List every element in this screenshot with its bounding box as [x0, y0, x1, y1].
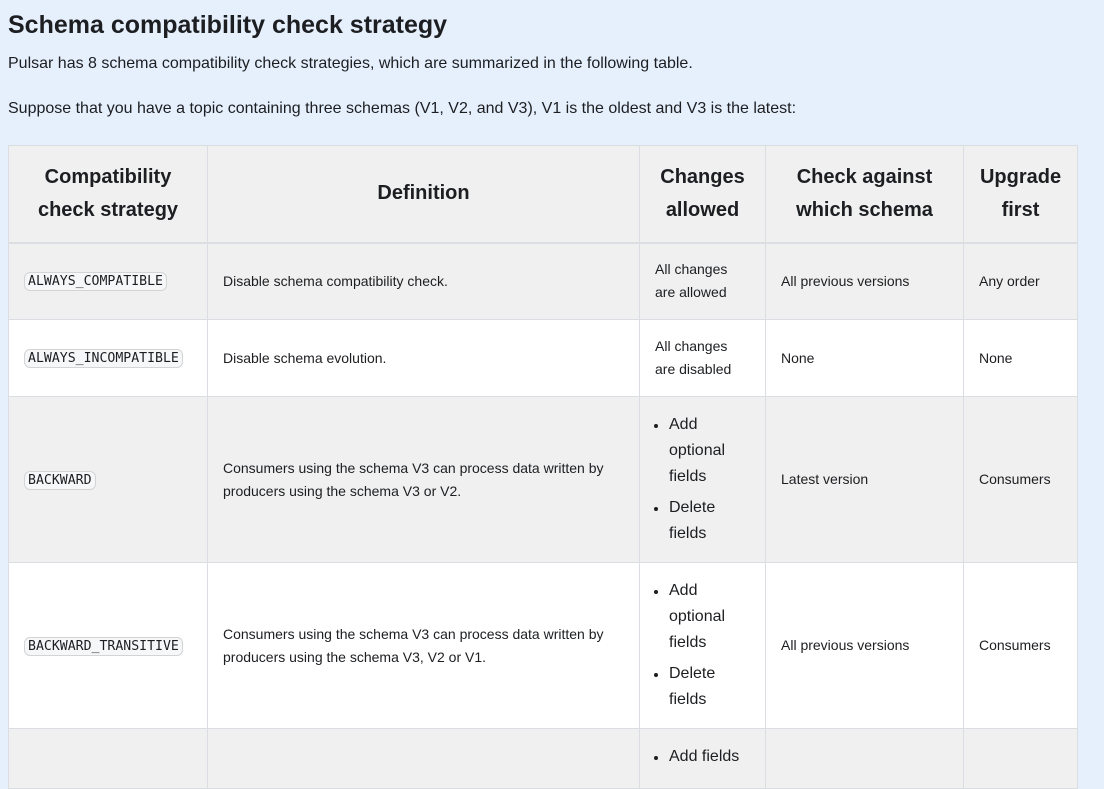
upgrade-first-cell: Any order: [964, 243, 1078, 320]
strategy-code: ALWAYS_COMPATIBLE: [24, 272, 167, 291]
definition-cell: Consumers using the schema V3 can process data written by producers using the schema V3, V2 or V1.: [208, 563, 640, 729]
changes-list: [655, 578, 750, 713]
changes-allowed-cell: [640, 397, 766, 563]
changes-list: [655, 744, 750, 770]
check-against-cell: Latest version: [766, 397, 964, 563]
table-header-row: [9, 146, 1078, 243]
upgrade-first-cell: Consumers: [964, 563, 1078, 729]
section-heading: Schema compatibility check strategy: [8, 11, 448, 39]
table-row: [9, 397, 1078, 563]
check-against-cell: All previous versions: [766, 563, 964, 729]
table-row: [9, 320, 1078, 397]
column-header-check-against: Check against which schema: [766, 146, 964, 243]
strategy-cell: [9, 243, 208, 320]
check-against-cell: None: [766, 320, 964, 397]
strategy-code: ALWAYS_INCOMPATIBLE: [24, 349, 183, 368]
doc-content: [8, 0, 1098, 765]
table-row: [9, 729, 1078, 789]
column-header-upgrade-first: Upgrade first: [964, 146, 1078, 243]
changes-allowed-cell: All changes are allowed: [640, 243, 766, 320]
changes-allowed-cell: All changes are disabled: [640, 320, 766, 397]
table-row: [9, 563, 1078, 729]
definition-cell: Disable schema compatibility check.: [208, 243, 640, 320]
list-item: • Add optional fields: [668, 412, 750, 490]
list-item: • Add fields: [668, 744, 750, 770]
upgrade-first-cell: [964, 729, 1078, 789]
column-header-changes-allowed: Changes allowed: [640, 146, 766, 243]
definition-cell: Disable schema evolution.: [208, 320, 640, 397]
upgrade-first-cell: Consumers: [964, 397, 1078, 563]
definition-cell: Consumers using the schema V3 can process data written by producers using the schema V3 or V2.: [208, 397, 640, 563]
definition-cell: [208, 729, 640, 789]
strategy-code: BACKWARD_TRANSITIVE: [24, 637, 183, 656]
list-item: • Delete fields: [668, 661, 750, 713]
changes-allowed-cell: [640, 563, 766, 729]
strategy-cell: [9, 729, 208, 789]
table-row: [9, 243, 1078, 320]
intro-paragraph: Pulsar has 8 schema compatibility check strategies, which are summarized in the following table.: [8, 55, 693, 72]
check-against-cell: All previous versions: [766, 243, 964, 320]
list-item: • Delete fields: [668, 495, 750, 547]
column-header-definition: Definition: [208, 146, 640, 243]
check-against-cell: [766, 729, 964, 789]
strategy-cell: [9, 397, 208, 563]
intro-paragraph: Suppose that you have a topic containing three schemas (V1, V2, and V3), V1 is the oldest and V3 is the latest:: [8, 100, 797, 117]
column-header-strategy: Compatibility check strategy: [9, 146, 208, 243]
strategy-cell: [9, 563, 208, 729]
list-item: • Add optional fields: [668, 578, 750, 656]
compatibility-strategies-table: [8, 145, 1078, 789]
strategy-cell: [9, 320, 208, 397]
upgrade-first-cell: None: [964, 320, 1078, 397]
strategy-code: BACKWARD: [24, 471, 96, 490]
changes-allowed-cell: [640, 729, 766, 789]
changes-list: [655, 412, 750, 547]
